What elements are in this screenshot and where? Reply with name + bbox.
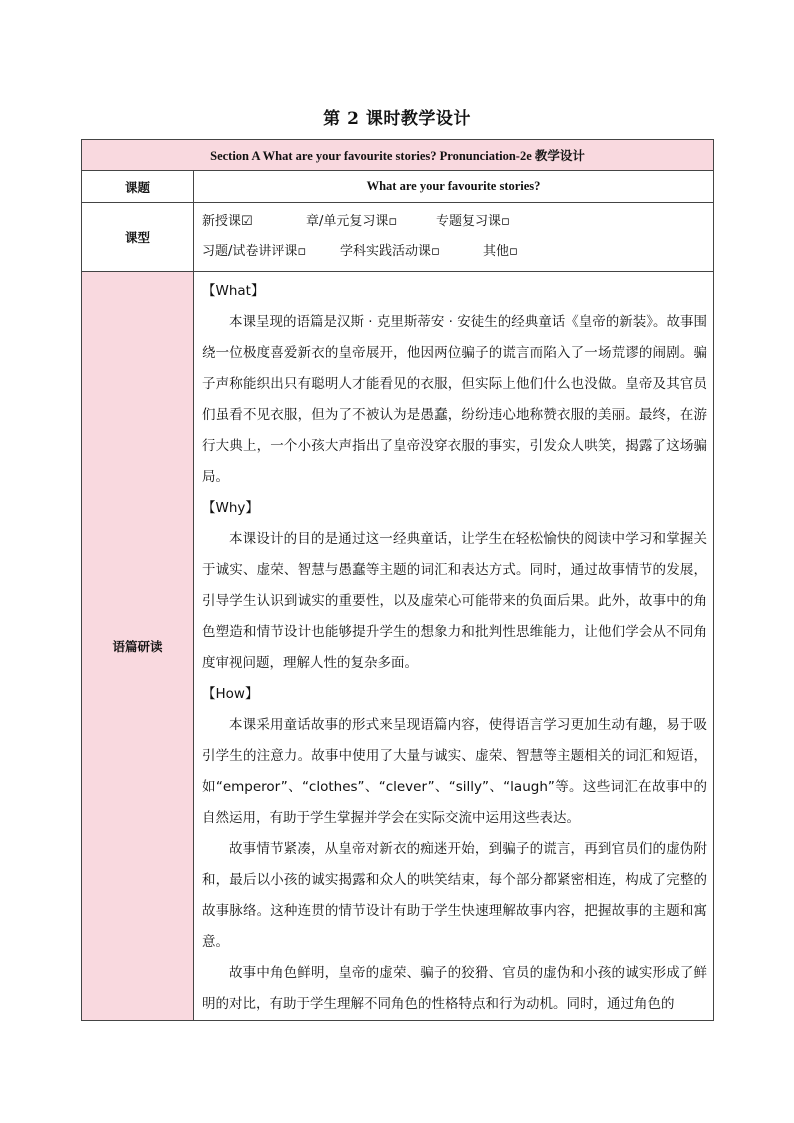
how-heading: 【How】: [202, 686, 259, 702]
what-heading: 【What】: [202, 283, 265, 299]
lesson-type-option: 学科实践活动课▫: [340, 244, 440, 259]
how-paragraph: 故事中角色鲜明，皇帝的虚荣、骗子的狡猾、官员的虚伪和小孩的诚实形成了鲜明的对比，有助于学生理解不同角色的性格特点和行为动机。同时，通过角色的: [202, 965, 708, 1012]
how-paragraph: 故事情节紧凑，从皇帝对新衣的痴迷开始，到骗子的谎言，再到官员们的虚伪附和，最后以小孩的诚实揭露和众人的哄笑结束，每个部分都紧密相连，构成了完整的故事脉络。这种连贯的情节设计有助于学生快速理解故事内容，把握故事的主题和寓意。: [202, 841, 708, 950]
lesson-type-option: 习题/试卷讲评课▫: [202, 244, 307, 259]
what-paragraph: 本课呈现的语篇是汉斯 · 克里斯蒂安 · 安徒生的经典童话《皇帝的新装》。故事围绕一位极度喜爱新衣的皇帝展开，他因两位骗子的谎言而陷入了一场荒谬的闹剧。骗子声称能织出只有聪明人才能看见的衣服，但实际上他们什么也没做。皇帝及其官员们虽看不见衣服，但为了不被认为是愚蠢，纷纷违心地称赞衣服的美丽。最终，在游行大典上，一个小孩大声指出了皇帝没穿衣服的事实，引发众人哄笑，揭露了这场骗局。: [202, 314, 708, 485]
lesson-type-option: 专题复习课▫: [436, 214, 510, 229]
section-header: Section A What are your favourite stories? Pronunciation-2e 教学设计: [82, 140, 714, 171]
lesson-type-option: 新授课☑: [202, 214, 253, 229]
text-analysis-label: 语篇研读: [82, 272, 194, 1021]
how-paragraph: 本课采用童话故事的形式来呈现语篇内容，使得语言学习更加生动有趣，易于吸引学生的注意力。故事中使用了大量与诚实、虚荣、智慧等主题相关的词汇和短语，如“emperor”、“clothes”、“clever”、“silly”、“laugh”等。这些词汇在故事中的自然运用，有助于学生掌握并学会在实际交流中运用这些表达。: [202, 717, 708, 826]
page-title: 第 2 课时教学设计: [323, 109, 471, 129]
why-paragraph: 本课设计的目的是通过这一经典童话，让学生在轻松愉快的阅读中学习和掌握关于诚实、虚荣、智慧与愚蠢等主题的词汇和表达方式。同时，通过故事情节的发展，引导学生认识到诚实的重要性，以及虚荣心可能带来的负面后果。此外，故事中的角色塑造和情节设计也能够提升学生的想象力和批判性思维能力，让他们学会从不同角度审视问题，理解人性的复杂多面。: [202, 531, 708, 671]
why-heading: 【Why】: [202, 500, 259, 516]
topic-value: What are your favourite stories?: [194, 171, 714, 203]
topic-label: 课题: [82, 171, 194, 203]
lesson-type-options: [194, 203, 714, 272]
lesson-type-option: 其他▫: [483, 244, 518, 259]
text-analysis-content: [194, 272, 714, 1021]
lesson-type-label: 课型: [82, 203, 194, 272]
lesson-type-option: 章/单元复习课▫: [306, 214, 398, 229]
lesson-design-table: [81, 139, 714, 1021]
